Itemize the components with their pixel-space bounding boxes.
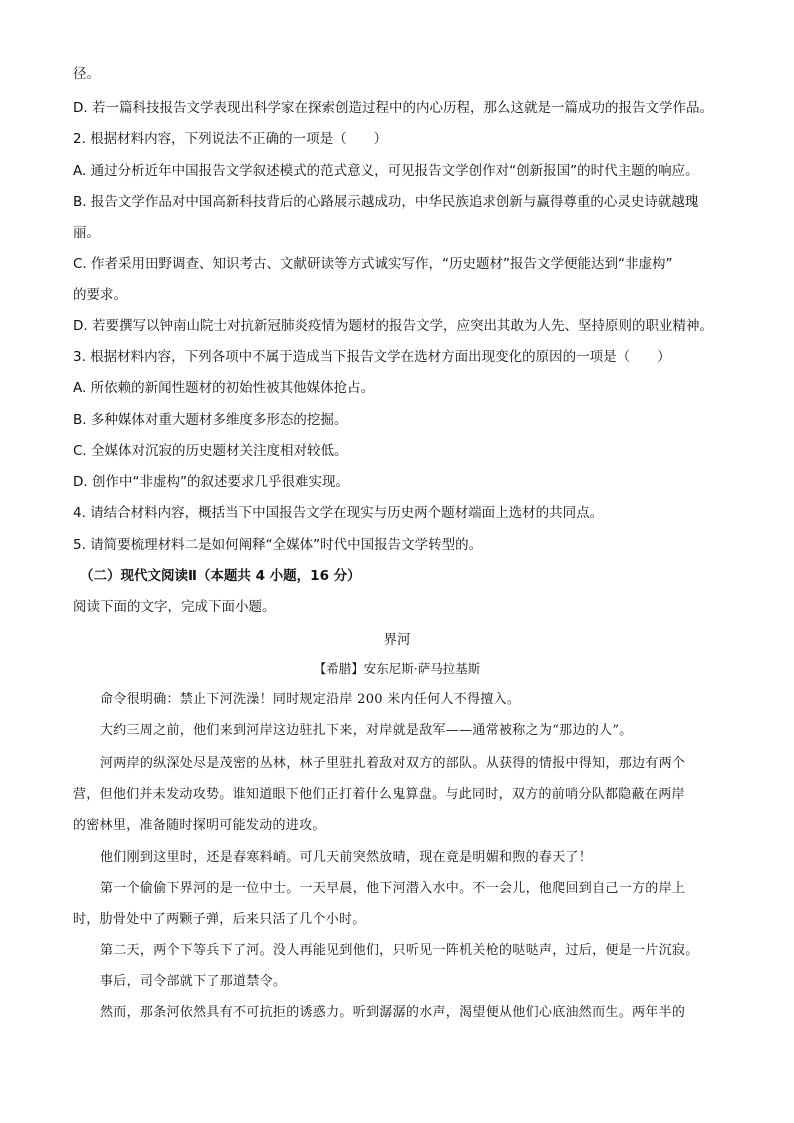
story-paragraph: 然而，那条河依然具有不可抗拒的诱惑力。听到潺潺的水声，渴望便从他们心底油然而生。两年半的: [100, 1005, 686, 1020]
section-heading: （二）现代文阅读Ⅱ（本题共 4 小题，16 分）: [80, 568, 361, 584]
option-a-line: A. 通过分析近年中国报告文学叙述模式的范式意义，可见报告文学创作对“创新报国”的时代主题的响应。: [73, 163, 699, 179]
text-line: 径。: [73, 66, 100, 82]
option-b-line: B. 多种媒体对重大题材多维度多形态的挖掘。: [73, 412, 348, 428]
story-paragraph-continued: 时，肋骨处中了两颗子弹，后来只活了几个小时。: [73, 912, 366, 927]
story-author: 【希腊】安东尼斯·萨马拉基斯: [313, 661, 481, 676]
story-paragraph-continued: 的密林里，准备随时探明可能发动的进攻。: [73, 818, 326, 833]
section-instruction: 阅读下面的文字，完成下面小题。: [73, 599, 276, 615]
story-title: 界河: [383, 632, 411, 648]
option-c-continued: 的要求。: [73, 287, 127, 303]
option-b-line: B. 报告文学作品对中国高新科技背后的心路展示越成功，中华民族追求创新与赢得尊重的心灵史诗就越瑰: [73, 194, 699, 210]
question-4: 4. 请结合材料内容，概括当下中国报告文学在现实与历史两个题材端面上选材的共同点。: [73, 505, 604, 521]
story-paragraph: 命令很明确：禁止下河洗澡！同时规定沿岸 200 米内任何人不得擅入。: [100, 692, 521, 707]
option-a-line: A. 所依赖的新闻性题材的初始性被其他媒体抢占。: [73, 380, 375, 396]
option-d-line: D. 若一篇科技报告文学表现出科学家在探索创造过程中的内心历程，那么这就是一篇成功的报告文学作品。: [73, 100, 713, 116]
story-paragraph: 他们刚到这里时，还是春寒料峭。可几天前突然放晴，现在竟是明媚和煦的春天了！: [100, 850, 593, 865]
option-d-line: D. 若要撰写以钟南山院士对抗新冠肺炎疫情为题材的报告文学，应突出其敢为人先、坚持原则的职业精神。: [73, 318, 713, 334]
story-paragraph: 大约三周之前，他们来到河岸这边驻扎下来，对岸就是敌军——通常被称之为“那边的人”。: [100, 723, 633, 738]
story-paragraph: 事后，司令部就下了那道禁令。: [100, 974, 287, 989]
question-5: 5. 请简要梳理材料二是如何阐释“全媒体”时代中国报告文学转型的。: [73, 537, 483, 553]
story-paragraph: 河两岸的纵深处尽是茂密的丛林，林子里驻扎着敌对双方的部队。从获得的情报中得知，那边有两个: [100, 756, 686, 771]
option-b-continued: 丽。: [73, 225, 100, 241]
option-d-line: D. 创作中“非虚构”的叙述要求几乎很难实现。: [73, 474, 349, 490]
question-2: 2. 根据材料内容，下列说法不正确的一项是（ ）: [73, 131, 388, 147]
option-c-line: C. 全媒体对沉寂的历史题材关注度相对较低。: [73, 443, 348, 459]
story-paragraph-continued: 营，但他们并未发动攻势。谁知道眼下他们正打着什么鬼算盘。与此同时，双方的前哨分队都隐蔽在两岸: [73, 787, 685, 802]
question-3: 3. 根据材料内容，下列各项中不属于造成当下报告文学在选材方面出现变化的原因的一项是（ ）: [73, 349, 671, 365]
option-c-line: C. 作者采用田野调查、知识考古、文献研读等方式诚实写作，“历史题材”报告文学便能达到“非虚构”: [73, 256, 673, 272]
story-paragraph: 第一个偷偷下界河的是一位中士。一天早晨，他下河潜入水中。不一会儿，他爬回到自己一方的岸上: [100, 881, 686, 896]
story-paragraph: 第二天，两个下等兵下了河。没人再能见到他们，只听见一阵机关枪的哒哒声，过后，便是一片沉寂。: [100, 943, 699, 958]
